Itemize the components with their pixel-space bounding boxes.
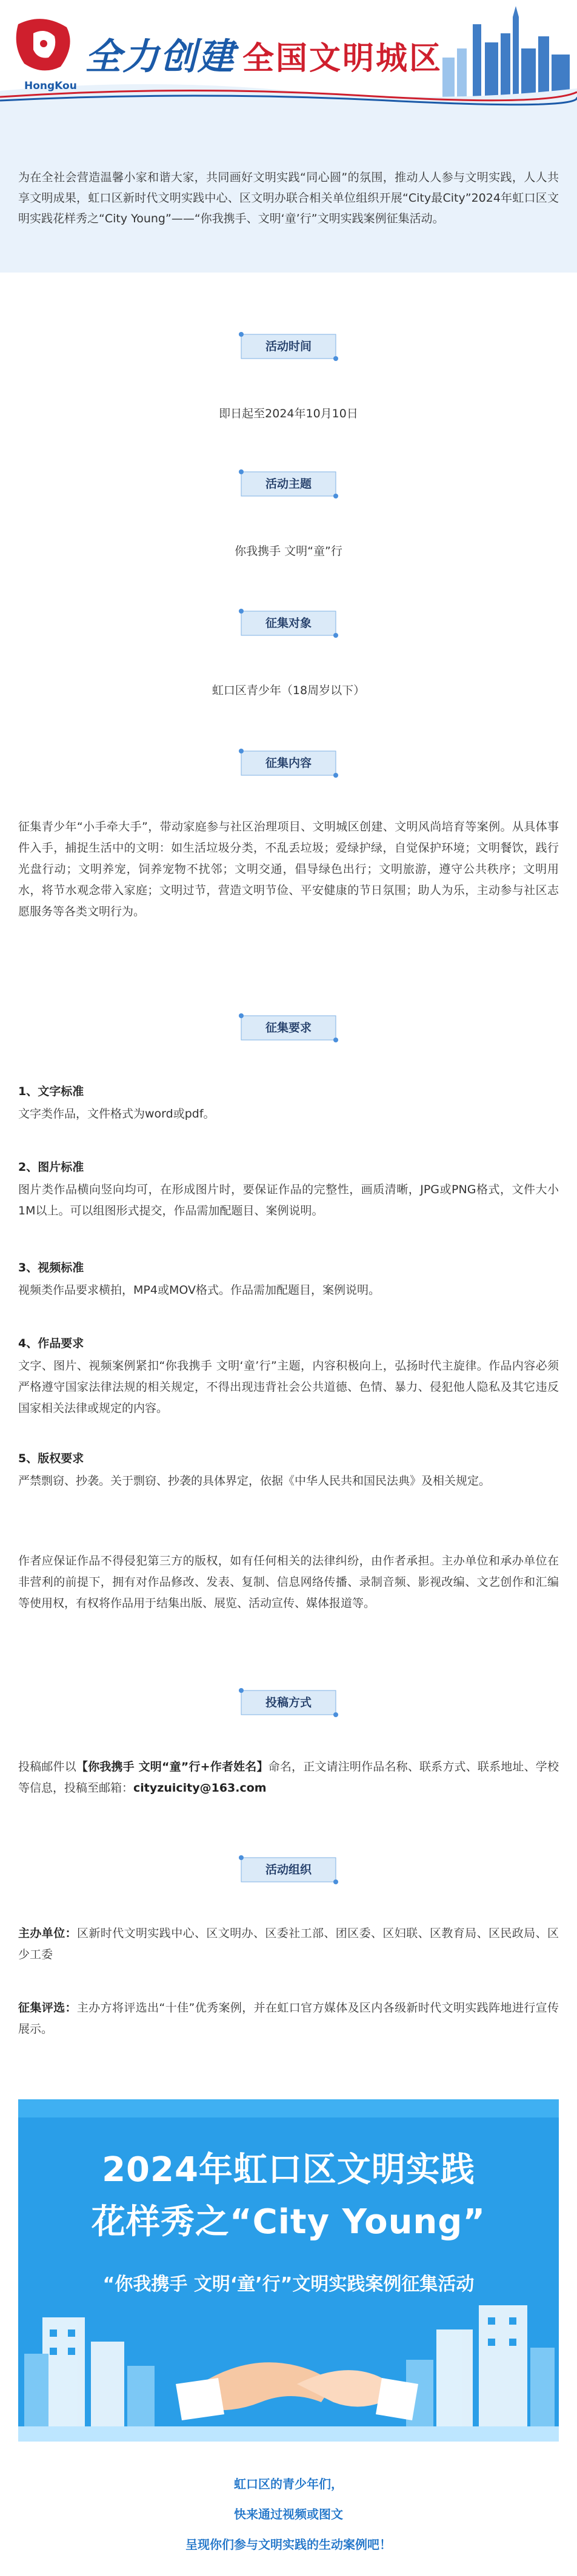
- org-review-label: 征集评选：: [18, 2001, 77, 2015]
- tag-label-theme: 活动主题: [265, 477, 312, 491]
- copyright-extra: 作者应保证作品不得侵犯第三方的版权，如有任何相关的法律纠纷，由作者承担。主办单位和承办单位在非营利的前提下，拥有对作品修改、发表、复制、信息网络传播、录制音频、影视改编、文艺创作和汇编等使用权，有权将作品用于结集出版、展览、活动宣传、媒体报道等。: [18, 1554, 559, 1610]
- section-tag-time: [239, 332, 338, 361]
- intro-text: 为在全社会营造温馨小家和谐大家，共同画好文明实践“同心圆”的氛围，推动人人参与文明实践，人人共享文明成果，虹口区新时代文明实践中心、区文明办联合相关单位组织开展“City最City”2024年虹口区文明实践花样秀之“City Young”——“你我携手、文明‘童’行”文明实践案例征集活动。: [18, 171, 559, 225]
- org-host-label: 主办单位：: [18, 1927, 77, 1940]
- section-tag-content: [239, 749, 338, 778]
- section-tag-target: [239, 609, 338, 638]
- section-tag-submit: [239, 1688, 338, 1717]
- section-tag-theme: [239, 469, 338, 498]
- req-text-3: 视频类作品要求横拍，MP4或MOV格式。作品需加配题目，案例说明。: [18, 1283, 380, 1297]
- req-text-4: 文字、图片、视频案例紧扣“你我携手 文明‘童’行”主题，内容积极向上，弘扬时代主旋律。作品内容必须严格遵守国家法律法规的相关规定，不得出现违背社会公共道德、色情、暴力、侵犯他人隐私及其它违反国家相关法律或规定的内容。: [18, 1359, 559, 1415]
- slogan-blue: 全力创建: [85, 36, 235, 78]
- org-review-text: 主办方将评选出“十佳”优秀案例，并在虹口官方媒体及区内各级新时代文明实践阵地进行宣传展示。: [18, 2001, 559, 2036]
- tag-label-org: 活动组织: [265, 1863, 312, 1876]
- footer-line-3: 呈现你们参与文明实践的生动案例吧！: [185, 2537, 392, 2552]
- submit-prefix: 投稿邮件以: [18, 1760, 76, 1773]
- section-tag-org: [239, 1855, 338, 1884]
- tag-label-requirements: 征集要求: [265, 1021, 312, 1035]
- submit-bold: 【你我携手 文明“童”行+作者姓名】: [76, 1760, 268, 1773]
- poster-title-line-2: 花样秀之“City Young”: [91, 2202, 486, 2242]
- slogan-red: 全国文明城区: [242, 41, 443, 77]
- tag-label-submit: 投稿方式: [265, 1696, 312, 1709]
- req-title-2: 2、图片标准: [18, 1161, 84, 1174]
- theme-value: 你我携手 文明“童”行: [235, 545, 342, 558]
- content-text: 征集青少年“小手牵大手”，带动家庭参与社区治理项目、文明城区创建、文明风尚培育等案例。从具体事件入手，捕捉生活中的文明：如生活垃圾分类，不乱丢垃圾；爱绿护绿，自觉保护环境；文明餐饮，践行光盘行动；文明养宠，饲养宠物不扰邻；文明交通，倡导绿色出行；文明旅游，遵守公共秩序；文明用水，将节水观念带入家庭；文明过节，营造文明节俭、平安健康的节日氛围；助人为乐，主动参与社区志愿服务等各类文明行为。: [18, 820, 559, 918]
- req-title-1: 1、文字标准: [18, 1085, 84, 1098]
- org-host-text: 区新时代文明实践中心、区文明办、区委社工部、团区委、区妇联、区教育局、区民政局、区少工委: [18, 1927, 559, 1961]
- org-review: [18, 1998, 559, 2040]
- target-value: 虹口区青少年（18周岁以下）: [212, 684, 365, 697]
- req-text-1: 文字类作品，文件格式为word或pdf。: [18, 1107, 215, 1121]
- req-title-3: 3、视频标准: [18, 1261, 84, 1274]
- req-text-2: 图片类作品横向竖向均可，在形成图片时，要保证作品的完整性，画质清晰，JPG或PNG格式，文件大小1M以上。可以组图形式提交，作品需加配题目、案例说明。: [18, 1183, 559, 1217]
- tag-label-time: 活动时间: [265, 340, 312, 353]
- submit-email[interactable]: cityzuicity@163.com: [133, 1781, 267, 1795]
- section-tag-requirements: [239, 1013, 338, 1042]
- poster-subtitle: “你我携手 文明‘童’行”文明实践案例征集活动: [102, 2274, 475, 2295]
- footer-line-2: 快来通过视频或图文: [234, 2507, 343, 2521]
- banner-slogan: [85, 28, 442, 80]
- submit-middle: 命名，正文请注明作品名称、联系方式、联系地址、学校等信息，投稿至邮箱：: [18, 1760, 559, 1795]
- org-host: [18, 1923, 559, 1965]
- poster-title-line-1: 2024年虹口区文明实践: [102, 2150, 475, 2190]
- header-banner: [0, 0, 577, 108]
- submit-text: [18, 1757, 559, 1799]
- footer-line-1: 虹口区的青少年们，: [234, 2477, 343, 2491]
- tag-label-content: 征集内容: [265, 757, 312, 770]
- hongkou-logo: [16, 19, 70, 70]
- req-text-5: 严禁剽窃、抄袭。关于剽窃、抄袭的具体界定，依据《中华人民共和国民法典》及相关规定。: [18, 1474, 491, 1488]
- event-poster: [18, 2099, 559, 2442]
- req-title-5: 5、版权要求: [18, 1452, 84, 1465]
- time-value: 即日起至2024年10月10日: [219, 407, 358, 420]
- logo-text: HongKou: [24, 80, 77, 92]
- tag-label-target: 征集对象: [265, 617, 312, 630]
- req-title-4: 4、作品要求: [18, 1337, 84, 1350]
